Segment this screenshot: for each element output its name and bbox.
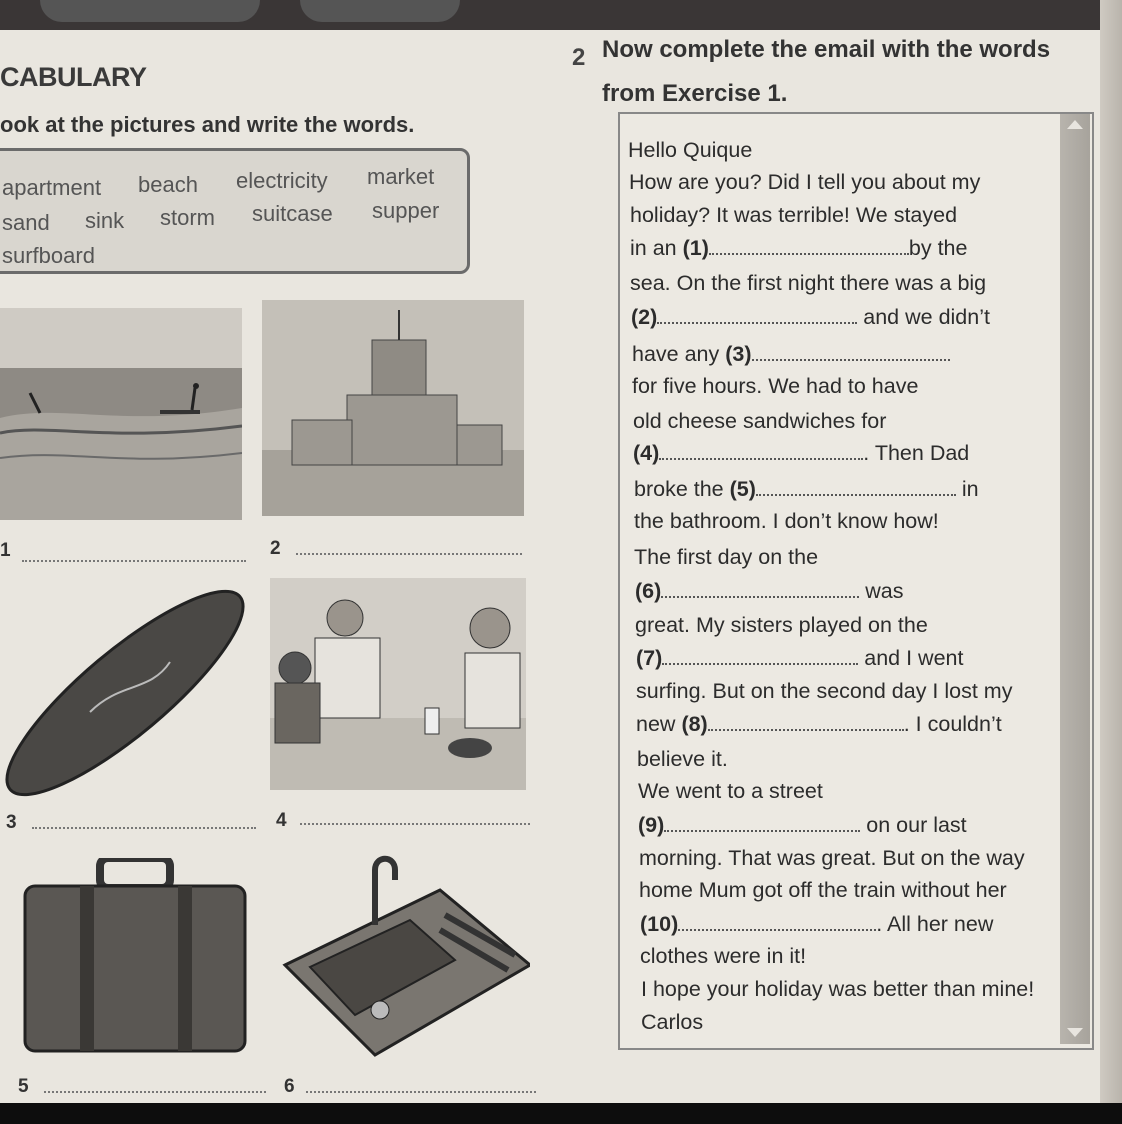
email-line: The first day on the (634, 545, 819, 569)
family-supper-picture (270, 578, 526, 790)
email-line: the bathroom. I don’t know how! (634, 509, 939, 533)
word-bank-item: sand (2, 210, 50, 235)
answer-line[interactable] (44, 1091, 266, 1093)
gap-5[interactable] (756, 480, 956, 496)
scroll-down-arrow-icon[interactable] (1067, 1028, 1083, 1037)
email-text: in an (630, 236, 677, 260)
email-line: for five hours. We had to have (632, 374, 919, 398)
email-line: old cheese sandwiches for (633, 409, 887, 433)
sandcastle-picture (262, 300, 524, 516)
gap-number: (8) (681, 712, 708, 736)
email-text: on our last (866, 813, 967, 837)
answer-line[interactable] (32, 827, 256, 829)
decorative-blot (300, 0, 460, 22)
gap-number: (6) (635, 579, 662, 603)
gap-number: (7) (636, 646, 663, 670)
gap-number: (1) (682, 236, 709, 260)
email-line: We went to a street (638, 779, 823, 803)
gap-9[interactable] (664, 816, 860, 832)
email-text: . I couldn’t (903, 712, 1002, 736)
gap-number: (5) (729, 477, 756, 501)
answer-line[interactable] (296, 553, 522, 555)
email-line: How are you? Did I tell you about my (629, 170, 981, 194)
email-line (636, 712, 1002, 737)
word-bank-item: beach (138, 172, 198, 197)
email-line: holiday? It was terrible! We stayed (630, 203, 958, 227)
email-line: clothes were in it! (640, 944, 807, 968)
scrollbar[interactable] (1060, 114, 1090, 1044)
exercise1-instruction: ook at the pictures and write the words. (0, 112, 415, 137)
email-greeting: Hello Quique (628, 138, 753, 162)
picture-number: 1 (0, 540, 11, 561)
gap-number: (4) (633, 441, 660, 465)
section-title: CABULARY (0, 62, 147, 92)
gap-3[interactable] (752, 345, 950, 361)
gap-8[interactable] (708, 715, 904, 731)
picture-number: 5 (18, 1076, 29, 1097)
email-text: and I went (864, 646, 964, 670)
page-edge-shadow (1100, 0, 1122, 1124)
exercise2-instruction: from Exercise 1. (602, 80, 788, 107)
email-signoff: Carlos (641, 1010, 704, 1034)
email-line (635, 579, 904, 604)
word-bank-item: supper (372, 198, 440, 223)
beach-picture (0, 308, 242, 520)
email-line: sea. On the first night there was a big (630, 271, 987, 295)
scroll-up-arrow-icon[interactable] (1067, 120, 1083, 129)
email-line (633, 441, 969, 466)
word-bank-item: suitcase (252, 201, 333, 226)
gap-number: (3) (725, 342, 752, 366)
surfboard-picture (0, 582, 250, 804)
exercise2-instruction: Now complete the email with the words (602, 36, 1051, 63)
email-line: believe it. (637, 747, 728, 771)
email-line: I hope your holiday was better than mine! (641, 977, 1035, 1001)
email-line: great. My sisters played on the (635, 613, 928, 637)
email-line (634, 477, 979, 502)
answer-line[interactable] (300, 823, 530, 825)
email-text: . Then Dad (863, 441, 970, 465)
picture-number: 4 (276, 810, 287, 831)
gap-1[interactable] (709, 239, 909, 255)
gap-number: (9) (638, 813, 665, 837)
picture-number: 6 (284, 1076, 295, 1097)
top-photo-edge (0, 0, 1122, 30)
gap-7[interactable] (662, 649, 858, 665)
email-text: was (865, 579, 904, 603)
word-bank-item: surfboard (2, 243, 95, 268)
email-line: surfing. But on the second day I lost my (636, 679, 1013, 703)
gap-4[interactable] (659, 444, 863, 460)
email-line: morning. That was great. But on the way (639, 846, 1025, 870)
gap-number: (10) (640, 912, 679, 936)
picture-number: 3 (6, 812, 17, 833)
email-line (640, 912, 993, 937)
email-text: . All her new (876, 912, 994, 936)
email-text: broke the (634, 477, 724, 501)
gap-number: (2) (631, 305, 658, 329)
email-text: in (961, 477, 979, 501)
gap-2[interactable] (657, 308, 857, 324)
word-bank-item: electricity (236, 168, 328, 193)
email-text: have any (632, 342, 720, 366)
picture-number: 2 (270, 538, 281, 559)
email-line (632, 342, 950, 367)
email-text: by the (908, 236, 968, 260)
gap-6[interactable] (661, 582, 859, 598)
bottom-photo-edge (0, 1103, 1122, 1124)
email-line (630, 236, 967, 261)
word-bank-item: storm (160, 205, 215, 230)
answer-line[interactable] (306, 1091, 536, 1093)
email-line (631, 305, 990, 330)
sink-picture (280, 855, 530, 1060)
exercise2-number: 2 (572, 44, 586, 71)
word-bank-item: market (367, 164, 435, 189)
email-text: and we didn’t (863, 305, 990, 329)
email-line (638, 813, 967, 838)
email-line (636, 646, 963, 671)
answer-line[interactable] (22, 560, 246, 562)
decorative-blot (40, 0, 260, 22)
email-text: new (636, 712, 676, 736)
word-bank-item: sink (85, 208, 125, 233)
email-line: home Mum got off the train without her (639, 878, 1007, 902)
gap-10[interactable] (678, 915, 876, 931)
word-bank-item: apartment (2, 175, 102, 200)
suitcase-picture (20, 858, 250, 1058)
